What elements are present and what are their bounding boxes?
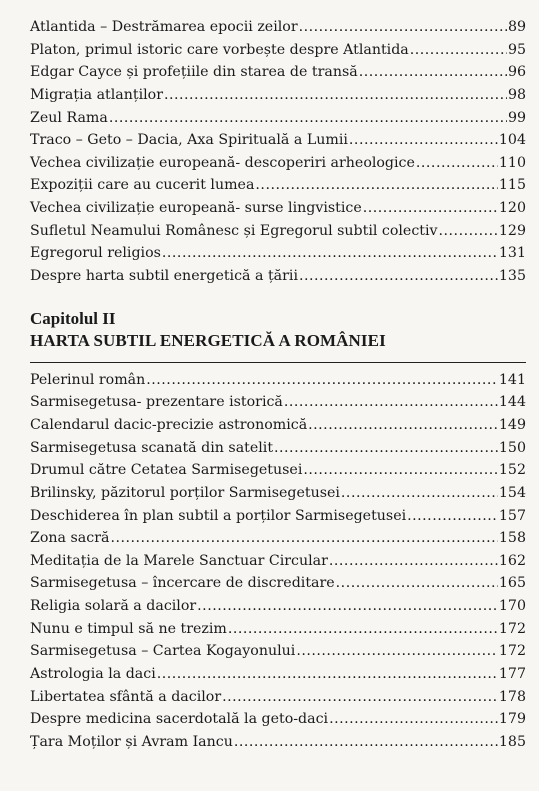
toc-entry bbox=[30, 369, 526, 392]
toc-entry-page-number: 158 bbox=[498, 530, 526, 547]
toc-entry-title: Țara Moților și Avram Iancu bbox=[30, 733, 233, 750]
toc-entry bbox=[30, 618, 526, 641]
toc-entry bbox=[30, 731, 526, 754]
dot-leader bbox=[407, 505, 498, 528]
toc-entry-page-number: 129 bbox=[498, 222, 526, 239]
toc-entry-page-number: 165 bbox=[498, 575, 526, 592]
toc-entry bbox=[30, 220, 526, 243]
toc-entry-title: Libertatea sfântă a dacilor bbox=[30, 688, 222, 705]
toc-entry bbox=[30, 265, 526, 288]
toc-entry-page-number: 95 bbox=[507, 41, 526, 58]
chapter-heading bbox=[30, 308, 526, 352]
dot-leader bbox=[157, 663, 498, 686]
toc-entry bbox=[30, 663, 526, 686]
toc-entry-page-number: 89 bbox=[507, 19, 526, 35]
toc-entry bbox=[30, 572, 526, 595]
toc-entry-title: Sufletul Neamului Românesc și Egregorul subtil colectiv bbox=[30, 222, 438, 239]
toc-entry-page-number: 110 bbox=[498, 154, 526, 171]
toc-entry bbox=[30, 414, 526, 437]
toc-entry-title: Atlantida – Destrămarea epocii zeilor bbox=[30, 19, 298, 35]
dot-leader bbox=[308, 414, 498, 437]
toc-entry-page-number: 170 bbox=[498, 598, 526, 615]
toc-entry bbox=[30, 39, 526, 62]
toc-entry-title: Sarmisegetusa- prezentare istorică bbox=[30, 394, 283, 411]
toc-entry-title: Platon, primul istoric care vorbește despre Atlantida bbox=[30, 41, 409, 58]
toc-entry bbox=[30, 129, 526, 152]
toc-entry-page-number: 115 bbox=[498, 177, 526, 194]
toc-entry-title: Vechea civilizație europeană- descoperiri arheologice bbox=[30, 154, 415, 171]
toc-entry-title: Sarmisegetusa – încercare de discreditare bbox=[30, 575, 335, 592]
toc-entry bbox=[30, 708, 526, 731]
toc-entry bbox=[30, 686, 526, 709]
toc-entry-title: Traco – Geto – Dacia, Axa Spirituală a Lumii bbox=[30, 132, 348, 149]
toc-entry bbox=[30, 16, 526, 39]
dot-leader bbox=[284, 391, 498, 414]
toc-section-chapter-2 bbox=[30, 369, 526, 754]
toc-entry-title: Religia solară a dacilor bbox=[30, 598, 197, 615]
table-of-contents bbox=[30, 0, 526, 754]
toc-entry bbox=[30, 242, 526, 265]
toc-entry-title: Nunu e timpul să ne trezim bbox=[30, 620, 227, 637]
dot-leader bbox=[349, 129, 498, 152]
toc-entry-title: Sarmisegetusa – Cartea Kogayonului bbox=[30, 643, 296, 660]
toc-entry-page-number: 154 bbox=[498, 484, 526, 501]
toc-entry bbox=[30, 391, 526, 414]
dot-leader bbox=[222, 686, 498, 709]
dot-leader bbox=[299, 265, 498, 288]
toc-entry-page-number: 144 bbox=[498, 394, 526, 411]
dot-leader bbox=[255, 174, 497, 197]
dot-leader bbox=[110, 527, 497, 550]
toc-entry-page-number: 98 bbox=[507, 86, 526, 103]
dot-leader bbox=[162, 242, 498, 265]
toc-entry bbox=[30, 61, 526, 84]
toc-entry-page-number: 150 bbox=[498, 439, 526, 456]
toc-entry-page-number: 162 bbox=[498, 552, 526, 569]
dot-leader bbox=[164, 84, 507, 107]
toc-entry-title: Migrația atlanților bbox=[30, 86, 163, 103]
toc-entry-title: Calendarul dacic-precizie astronomică bbox=[30, 416, 308, 433]
toc-entry-title: Expoziții care au cucerit lumea bbox=[30, 177, 255, 194]
toc-entry bbox=[30, 174, 526, 197]
toc-entry bbox=[30, 197, 526, 220]
toc-entry bbox=[30, 527, 526, 550]
toc-entry-title: Astrologia la daci bbox=[30, 666, 156, 683]
toc-entry-page-number: 120 bbox=[498, 200, 526, 217]
toc-entry-title: Despre medicina sacerdotală la geto-daci bbox=[30, 711, 329, 728]
toc-entry-page-number: 179 bbox=[498, 711, 526, 728]
toc-entry bbox=[30, 437, 526, 460]
toc-entry-page-number: 99 bbox=[507, 109, 526, 126]
toc-entry bbox=[30, 550, 526, 573]
toc-entry bbox=[30, 459, 526, 482]
dot-leader bbox=[336, 572, 498, 595]
dot-leader bbox=[329, 550, 498, 573]
toc-entry-title: Drumul către Cetatea Sarmisegetusei bbox=[30, 462, 303, 479]
dot-leader bbox=[299, 16, 507, 39]
toc-entry-title: Despre harta subtil energetică a țării bbox=[30, 268, 298, 285]
dot-leader bbox=[410, 39, 507, 62]
toc-entry bbox=[30, 640, 526, 663]
toc-entry-title: Zeul Rama bbox=[30, 109, 108, 126]
dot-leader bbox=[109, 107, 507, 130]
toc-entry-title: Brilinsky, păzitorul porților Sarmisegetusei bbox=[30, 484, 340, 501]
toc-entry bbox=[30, 84, 526, 107]
toc-entry-title: Pelerinul român bbox=[30, 371, 146, 388]
toc-entry bbox=[30, 482, 526, 505]
dot-leader bbox=[228, 618, 498, 641]
toc-entry-title: Sarmisegetusa scanată din satelit bbox=[30, 439, 274, 456]
dot-leader bbox=[363, 197, 498, 220]
dot-leader bbox=[197, 595, 498, 618]
dot-leader bbox=[303, 459, 498, 482]
toc-entry-page-number: 185 bbox=[498, 733, 526, 750]
toc-entry-title: Edgar Cayce și profețiile din starea de transă bbox=[30, 64, 358, 81]
toc-entry-title: Deschiderea în plan subtil a porților Sarmisegetusei bbox=[30, 507, 407, 524]
dot-leader bbox=[234, 731, 498, 754]
dot-leader bbox=[146, 369, 498, 392]
toc-entry bbox=[30, 107, 526, 130]
toc-entry-page-number: 157 bbox=[498, 507, 526, 524]
toc-entry-page-number: 141 bbox=[498, 371, 526, 388]
toc-entry-page-number: 104 bbox=[498, 132, 526, 149]
dot-leader bbox=[296, 640, 498, 663]
toc-entry bbox=[30, 595, 526, 618]
toc-entry bbox=[30, 505, 526, 528]
toc-entry-page-number: 135 bbox=[498, 268, 526, 285]
dot-leader bbox=[359, 61, 507, 84]
toc-entry-page-number: 172 bbox=[498, 620, 526, 637]
toc-entry-page-number: 131 bbox=[498, 245, 526, 262]
toc-entry-page-number: 178 bbox=[498, 688, 526, 705]
chapter-label: Capitolul II bbox=[30, 308, 116, 328]
toc-entry-title: Meditația de la Marele Sanctuar Circular bbox=[30, 552, 328, 569]
toc-entry-page-number: 172 bbox=[498, 643, 526, 660]
toc-entry-page-number: 177 bbox=[498, 666, 526, 683]
toc-entry-page-number: 149 bbox=[498, 416, 526, 433]
dot-leader bbox=[416, 152, 498, 175]
chapter-divider bbox=[30, 362, 526, 363]
toc-entry-page-number: 152 bbox=[498, 462, 526, 479]
dot-leader bbox=[341, 482, 498, 505]
chapter-title: HARTA SUBTIL ENERGETICĂ A ROMÂNIEI bbox=[30, 330, 386, 350]
toc-entry-page-number: 96 bbox=[507, 64, 526, 81]
toc-entry bbox=[30, 152, 526, 175]
dot-leader bbox=[274, 437, 498, 460]
toc-entry-title: Vechea civilizație europeană- surse lingvistice bbox=[30, 200, 362, 217]
dot-leader bbox=[439, 220, 498, 243]
toc-entry-title: Zona sacră bbox=[30, 530, 110, 547]
toc-entry-title: Egregorul religios bbox=[30, 245, 161, 262]
toc-section-atlantida bbox=[30, 16, 526, 288]
dot-leader bbox=[329, 708, 498, 731]
